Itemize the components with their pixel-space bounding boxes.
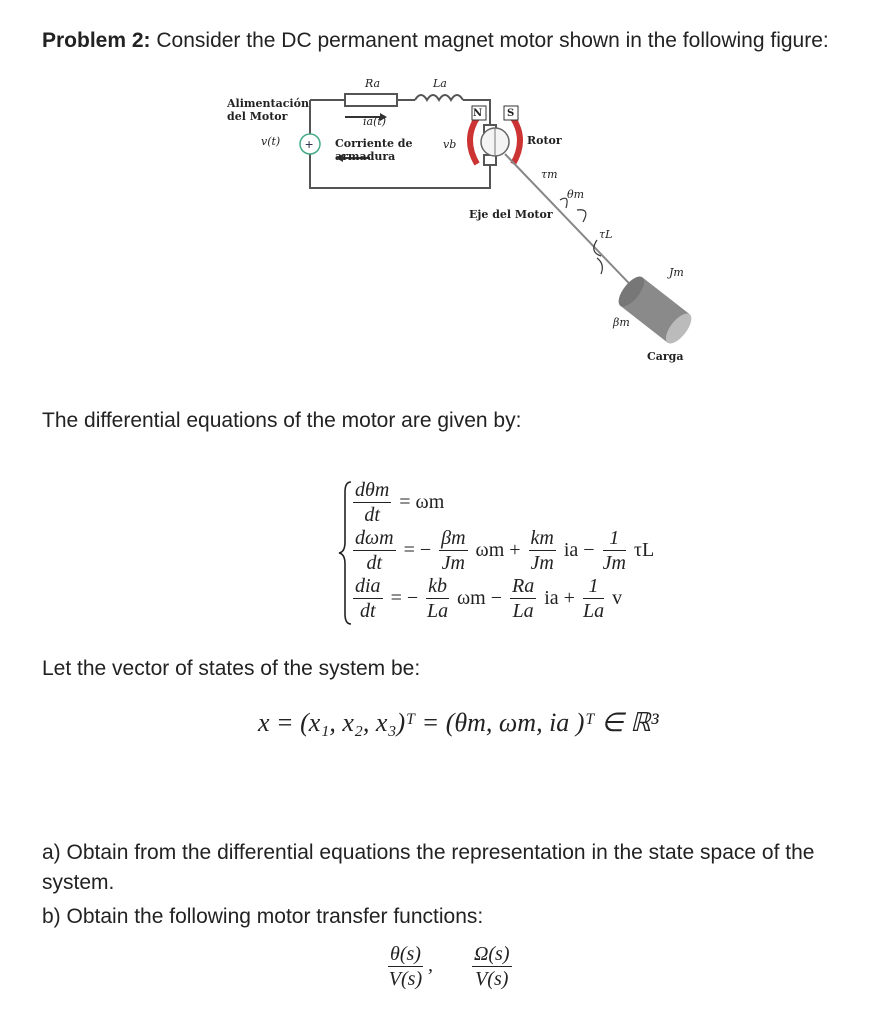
feed-label-1: Alimentación	[227, 97, 309, 110]
question-a: a) Obtain from the differential equations the representation in the state space of the system.	[42, 841, 815, 894]
problem-text: Consider the DC permanent magnet motor shown in the following figure:	[156, 29, 829, 52]
problem-label: Problem 2:	[42, 29, 151, 52]
motor-diagram	[215, 70, 705, 370]
tau-l-label: τL	[599, 228, 613, 241]
tf-separator: ,	[427, 954, 433, 977]
load-label: Carga	[647, 350, 684, 363]
feed-label-2: del Motor	[227, 110, 288, 123]
equation-3: $\frac{\text{dia}}{dt}$ = − $\frac{kb}{La}$ ωm − $\frac{Ra}{La}$ ia + $\frac{1}{La}$ v	[355, 575, 623, 622]
problem-statement	[42, 26, 882, 56]
source-label: v(t)	[261, 135, 281, 148]
tau-m-label: τm	[541, 168, 558, 181]
equation-1: $\frac{\text{dθm}}{dt}$ = ωm	[355, 479, 445, 526]
state-intro: Let the vector of states of the system be:	[42, 657, 421, 680]
equation-system	[337, 478, 655, 628]
transfer-function-omega: $\frac{\Omega(s)}{V(s)}$	[473, 943, 510, 990]
motor-shaft	[505, 154, 645, 300]
north-magnet	[470, 118, 477, 164]
state-vector: x = (x₁, x₂, x₃)ᵀ = (θm, ωm, ia )ᵀ ∈ ℝ³	[258, 708, 659, 737]
ra-label: Ra	[365, 77, 381, 90]
question-b: b) Obtain the following motor transfer functions:	[42, 905, 484, 928]
beta-m-label: βm	[613, 316, 630, 329]
left-brace	[337, 478, 353, 628]
theta-m-label: θm	[567, 188, 585, 201]
equation-2: $\frac{\text{dωm}}{dt}$ = − $\frac{\beta m}{Jm}$ ωm + $\frac{km}{Jm}$ ia − $\frac{1}{Jm}$ τL	[355, 527, 655, 574]
transfer-function-theta: $\frac{\theta(s)}{V(s)}$	[388, 943, 423, 990]
transfer-functions	[388, 942, 512, 991]
inductor	[415, 95, 463, 100]
vb-label: vb	[443, 138, 457, 151]
current-text-1: Corriente de	[335, 137, 413, 150]
equations-intro: The differential equations of the motor are given by:	[42, 409, 522, 432]
la-label: La	[433, 77, 447, 90]
south-label: S	[507, 108, 515, 119]
current-label: ia(t)	[363, 115, 387, 128]
south-magnet	[513, 118, 520, 164]
load-cylinder	[614, 272, 696, 347]
current-text-2: armadura	[335, 150, 396, 163]
resistor	[345, 94, 397, 106]
rotor-label: Rotor	[527, 134, 562, 147]
north-label: N	[473, 108, 483, 119]
jm-label: Jm	[669, 266, 684, 279]
source-sign: +	[305, 136, 314, 152]
shaft-label: Eje del Motor	[469, 208, 553, 221]
